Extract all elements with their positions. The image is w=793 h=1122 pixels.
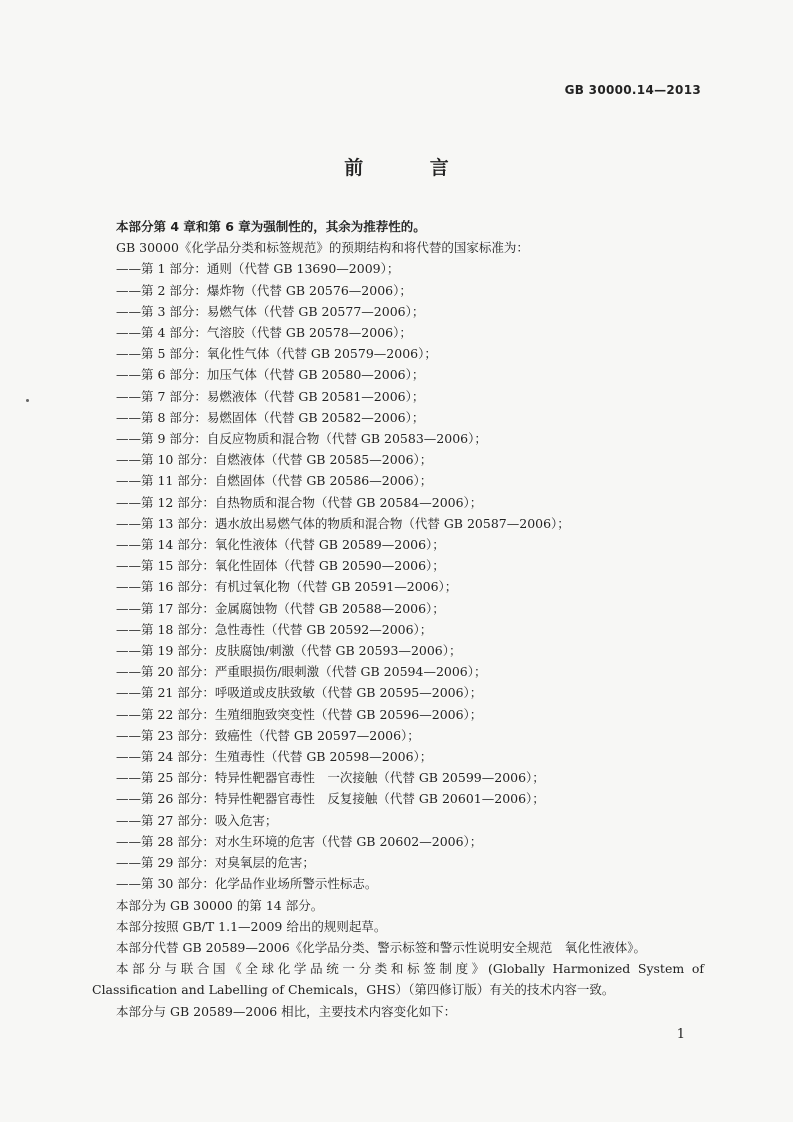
paragraph: 本部分按照 GB/T 1.1—2009 给出的规则起草。 — [116, 918, 387, 934]
part-list-item: ——第 17 部分：金属腐蚀物（代替 GB 20588—2006）； — [116, 600, 445, 616]
ghs-paragraph-line-2: Classification and Labelling of Chemicals，GHS）（第四修订版）有关的技术内容一致。 — [92, 982, 615, 998]
part-list-item: ——第 9 部分：自反应物质和混合物（代替 GB 20583—2006）； — [116, 431, 487, 447]
part-list-item: ——第 29 部分：对臭氧层的危害； — [116, 855, 315, 871]
part-list-item: ——第 24 部分：生殖毒性（代替 GB 20598—2006）； — [116, 749, 433, 765]
paragraph: 本部分与 GB 20589—2006 相比，主要技术内容变化如下： — [116, 1003, 457, 1019]
structure-intro: GB 30000《化学品分类和标签规范》的预期结构和将代替的国家标准为： — [116, 240, 529, 256]
part-list-item: ——第 6 部分：加压气体（代替 GB 20580—2006）； — [116, 367, 425, 383]
part-list-item: ——第 16 部分：有机过氧化物（代替 GB 20591—2006）； — [116, 579, 458, 595]
parts-list — [92, 258, 704, 894]
part-list-item: ——第 11 部分：自燃固体（代替 GB 20586—2006）； — [116, 473, 433, 489]
part-list-item: ——第 8 部分：易燃固体（代替 GB 20582—2006）； — [116, 409, 425, 425]
part-list-item: ——第 20 部分：严重眼损伤/眼刺激（代替 GB 20594—2006）； — [116, 664, 487, 680]
page-number: 1 — [676, 1027, 685, 1042]
part-list-item: ——第 2 部分：爆炸物（代替 GB 20576—2006）； — [116, 282, 412, 298]
scan-speck — [26, 399, 29, 402]
paragraph: 本部分代替 GB 20589—2006《化学品分类、警示标签和警示性说明安全规范 氧化性液体》。 — [116, 939, 646, 955]
intro-paragraph: 本部分第 4 章和第 6 章为强制性的，其余为推荐性的。 — [116, 219, 426, 234]
part-list-item: ——第 10 部分：自燃液体（代替 GB 20585—2006）； — [116, 452, 433, 468]
part-list-item: ——第 1 部分：通则（代替 GB 13690—2009）； — [116, 261, 400, 277]
part-list-item: ——第 4 部分：气溶胶（代替 GB 20578—2006）； — [116, 325, 412, 341]
part-list-item: ——第 13 部分：遇水放出易燃气体的物质和混合物（代替 GB 20587—2006）； — [116, 515, 570, 531]
part-list-item: ——第 19 部分：皮肤腐蚀/刺激（代替 GB 20593—2006）； — [116, 643, 462, 659]
part-list-item: ——第 7 部分：易燃液体（代替 GB 20581—2006）； — [116, 388, 425, 404]
part-list-item: ——第 27 部分：吸入危害； — [116, 812, 278, 828]
foreword-body — [92, 216, 704, 1022]
part-list-item: ——第 5 部分：氧化性气体（代替 GB 20579—2006）； — [116, 346, 437, 362]
part-list-item: ——第 21 部分：呼吸道或皮肤致敏（代替 GB 20595—2006）； — [116, 685, 483, 701]
part-list-item: ——第 18 部分：急性毒性（代替 GB 20592—2006）； — [116, 621, 433, 637]
part-list-item: ——第 12 部分：自热物质和混合物（代替 GB 20584—2006）； — [116, 494, 483, 510]
paragraph: 本部分为 GB 30000 的第 14 部分。 — [116, 897, 324, 913]
part-list-item: ——第 28 部分：对水生环境的危害（代替 GB 20602—2006）； — [116, 833, 483, 849]
standard-number: GB 30000.14—2013 — [564, 83, 701, 97]
part-list-item: ——第 25 部分：特异性靶器官毒性 一次接触（代替 GB 20599—2006）； — [116, 770, 545, 786]
part-list-item: ——第 15 部分：氧化性固体（代替 GB 20590—2006）； — [116, 558, 445, 574]
part-list-item: ——第 3 部分：易燃气体（代替 GB 20577—2006）； — [116, 303, 425, 319]
part-list-item: ——第 23 部分：致癌性（代替 GB 20597—2006）； — [116, 727, 420, 743]
ghs-paragraph-line-1: 本部分与联合国《全球化学品统一分类和标签制度》(Globally Harmonized System of — [116, 961, 704, 977]
page-title: 前 言 — [344, 157, 479, 179]
part-list-item: ——第 22 部分：生殖细胞致突变性（代替 GB 20596—2006）； — [116, 706, 483, 722]
part-list-item: ——第 30 部分：化学品作业场所警示性标志。 — [116, 876, 378, 892]
part-list-item: ——第 26 部分：特异性靶器官毒性 反复接触（代替 GB 20601—2006）； — [116, 791, 545, 807]
part-list-item: ——第 14 部分：氧化性液体（代替 GB 20589—2006）； — [116, 537, 445, 553]
